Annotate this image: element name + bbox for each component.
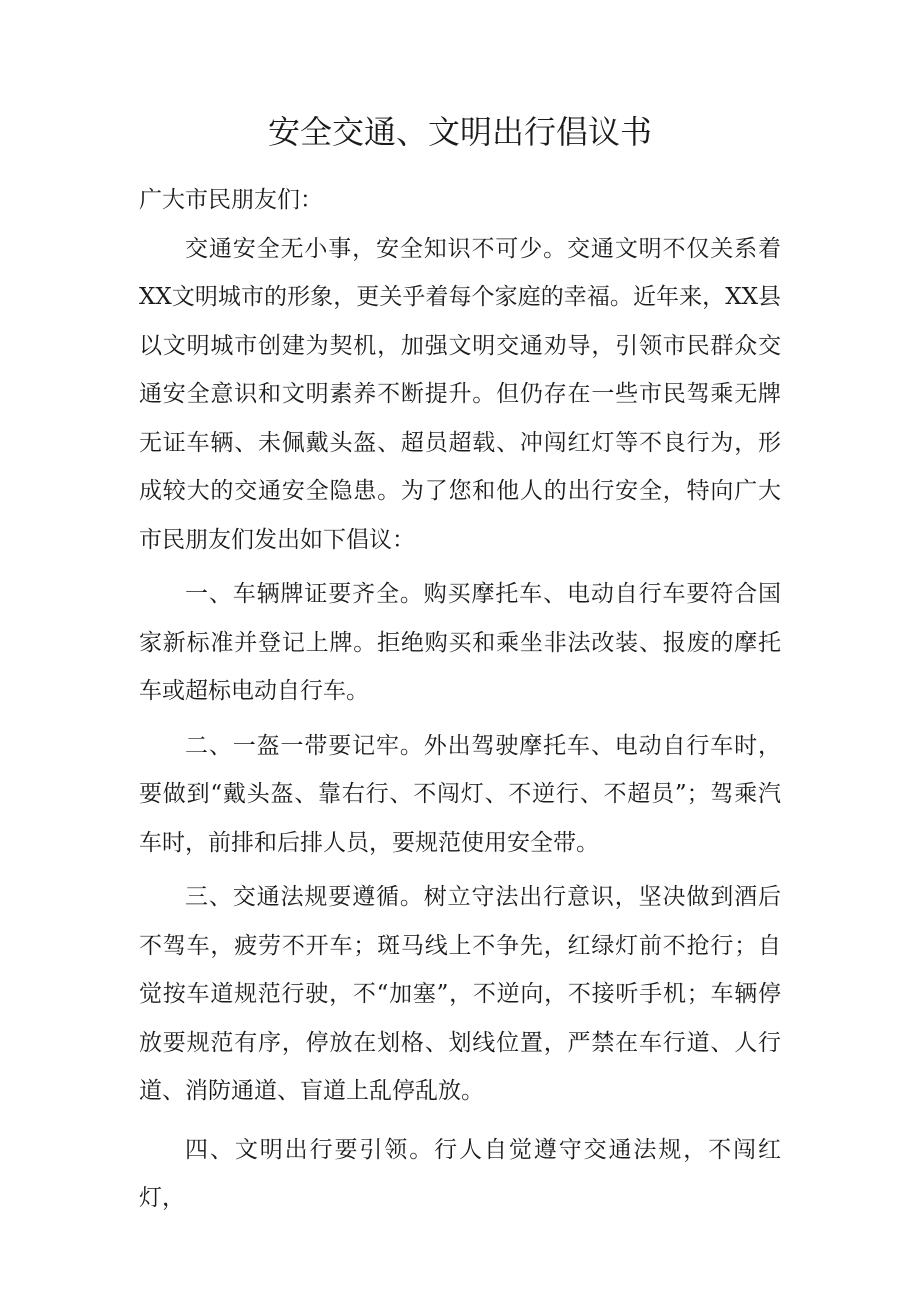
paragraph-intro: 交通安全无小事，安全知识不可少。交通文明不仅关系着XX文明城市的形象，更关乎着每个家庭的幸福。近年来，XX县以文明城市创建为契机，加强文明交通劝导，引领市民群众交通安全意识和文明素养不断提升。但仍存在一些市民驾乘无牌无证车辆、未佩戴头盔、超员超载、冲闯红灯等不良行为，形成较大的交通安全隐患。为了您和他人的出行安全，特向广大市民朋友们发出如下倡议： [139, 235, 781, 553]
document-title: 安全交通、文明出行倡议书 [267, 113, 652, 151]
paragraph-item-2: 二、一盔一带要记牢。外出驾驶摩托车、电动自行车时，要做到“戴头盔、靠右行、不闯灯、不逆行、不超员”；驾乘汽车时，前排和后排人员，要规范使用安全带。 [139, 732, 781, 856]
paragraph-item-1: 一、车辆牌证要齐全。购买摩托车、电动自行车要符合国家新标准并登记上牌。拒绝购买和乘坐非法改装、报废的摩托车或超标电动自行车。 [139, 581, 781, 704]
greeting-line: 广大市民朋友们： [139, 187, 323, 213]
paragraph-item-4: 四、文明出行要引领。行人自觉遵守交通法规，不闯红灯， [139, 1136, 781, 1211]
document-body [139, 176, 781, 1223]
paragraph-item-3: 三、交通法规要遵循。树立守法出行意识，坚决做到酒后不驾车，疲劳不开车；斑马线上不争先，红绿灯前不抢行；自觉按车道规范行驶，不“加塞”，不逆向，不接听手机；车辆停放要规范有序，停放在划格、划线位置，严禁在车行道、人行道、消防通道、盲道上乱停乱放。 [139, 884, 781, 1104]
